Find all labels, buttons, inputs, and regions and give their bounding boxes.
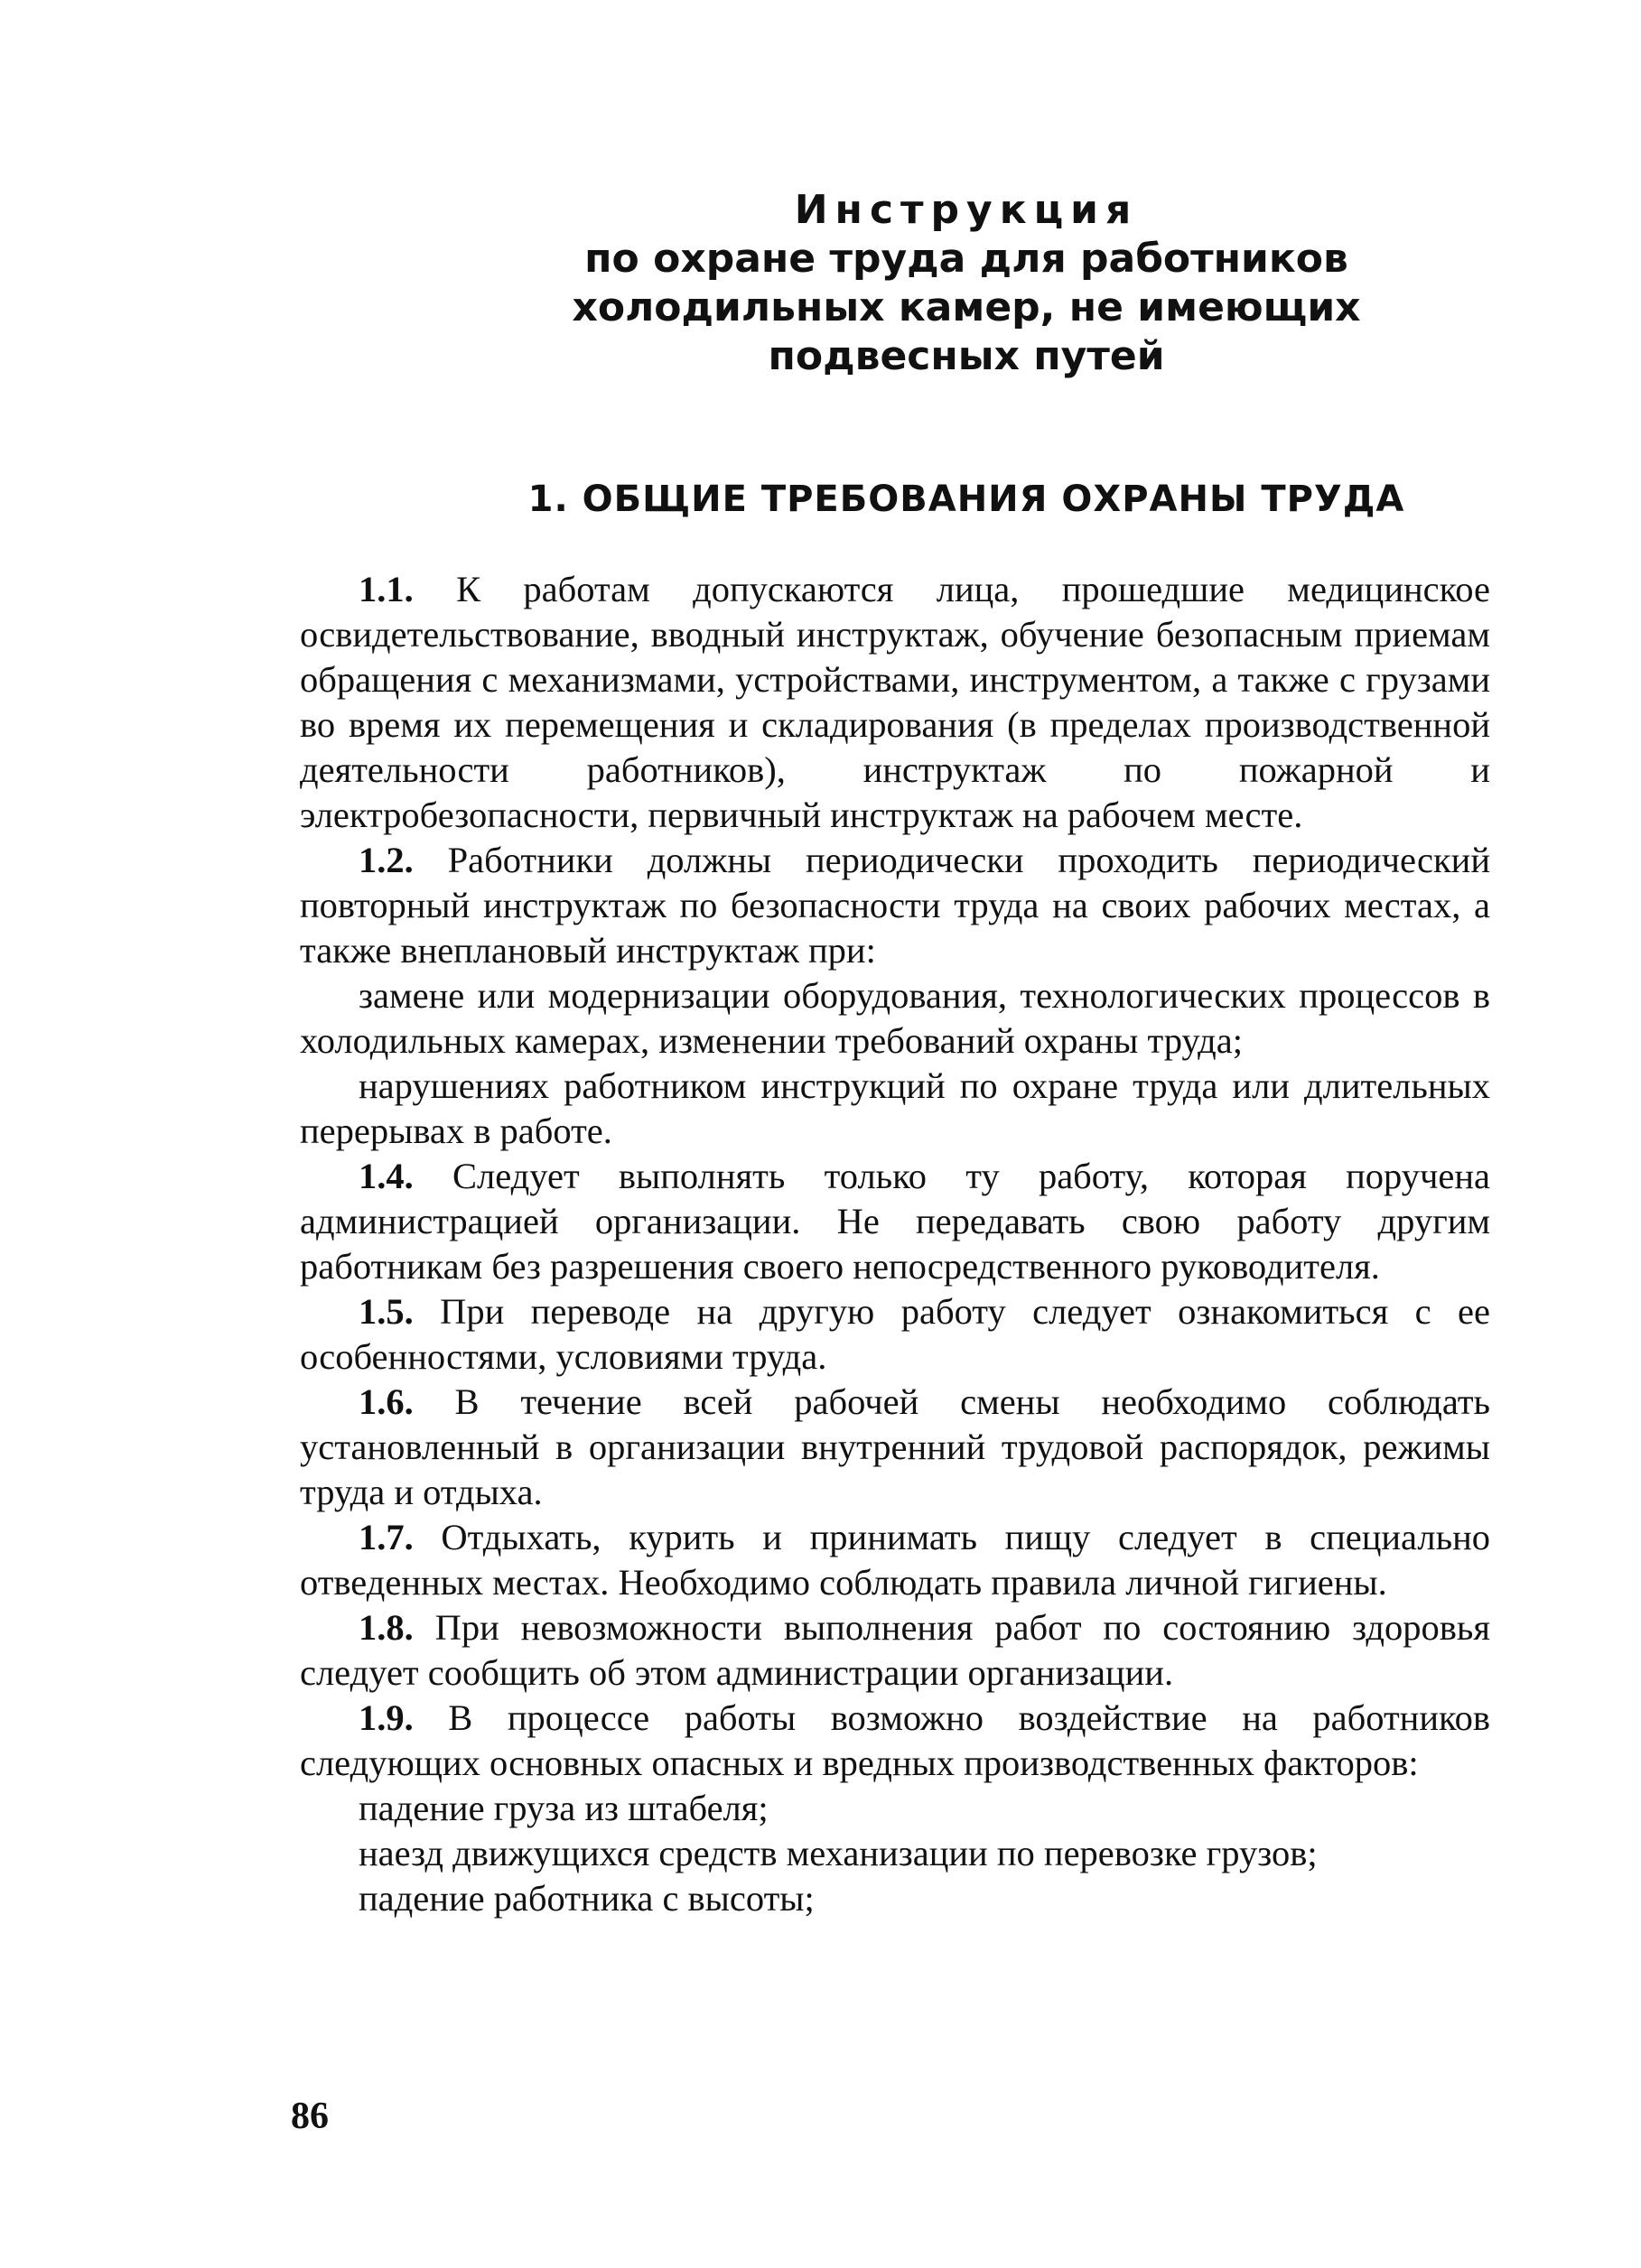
paragraph-text: В процессе работы возможно воздействие на работников следующих основных опасных и вредных производственных факторов: — [300, 1697, 1490, 1783]
paragraph-text: В течение всей рабочей смены необходимо соблюдать установленный в организации внутренний трудовой распорядок, режимы труда и отдыха. — [300, 1381, 1490, 1512]
paragraph-number: 1.9. — [359, 1697, 414, 1738]
paragraph — [300, 1154, 1490, 1289]
paragraph — [300, 1696, 1490, 1786]
section-heading: 1. ОБЩИЕ ТРЕБОВАНИЯ ОХРАНЫ ТРУДА — [527, 479, 1405, 520]
page-number: 86 — [291, 2096, 329, 2137]
paragraph-number: 1.2. — [359, 840, 414, 880]
title-line: Инструкция — [794, 187, 1139, 233]
list-item — [300, 973, 1490, 1064]
paragraph-number: 1.5. — [359, 1291, 414, 1332]
paragraph — [300, 838, 1490, 973]
title-line: по охране труда для работников — [584, 236, 1348, 282]
paragraph-number: 1.1. — [359, 569, 414, 609]
paragraph-text: нарушениях работником инструкций по охране труда или длительных перерывах в работе. — [300, 1065, 1490, 1151]
paragraph-number: 1.7. — [359, 1517, 414, 1557]
paragraph-text: замене или модернизации оборудования, технологических процессов в холодильных камерах, изменении требований охраны труда; — [300, 975, 1490, 1061]
paragraph-text: К работам допускаются лица, прошедшие медицинское освидетельствование, вводный инструктаж, обучение безопасным приемам обращения с механизмами, устройствами, инструментом, а также с грузами во время их перемещения и складирования (в пределах производственной деятельности работников), инструктаж по пожарной и электробезопасности, первичный инструктаж на рабочем месте. — [300, 569, 1490, 835]
paragraph — [300, 1605, 1490, 1696]
paragraph — [300, 567, 1490, 838]
paragraph-text: падение груза из штабеля; — [359, 1788, 769, 1828]
paragraph-text: При невозможности выполнения работ по состоянию здоровья следует сообщить об этом администрации организации. — [300, 1607, 1490, 1693]
document-body — [300, 567, 1490, 1921]
paragraph-text: наезд движущихся средств механизации по перевозке грузов; — [359, 1833, 1318, 1873]
paragraph-text: Отдыхать, курить и принимать пищу следует в специально отведенных местах. Необходимо соблюдать правила личной гигиены. — [300, 1517, 1490, 1603]
title-line: холодильных камер, не имеющих — [572, 284, 1361, 330]
title-line: подвесных путей — [768, 333, 1165, 379]
paragraph — [300, 1380, 1490, 1515]
document-title — [470, 186, 1463, 381]
paragraph-text: При переводе на другую работу следует ознакомиться с ее особенностями, условиями труда. — [300, 1291, 1490, 1377]
paragraph-number: 1.4. — [359, 1156, 414, 1196]
paragraph — [300, 1515, 1490, 1605]
list-item — [300, 1831, 1490, 1876]
paragraph-number: 1.6. — [359, 1381, 414, 1422]
paragraph-text: Следует выполнять только ту работу, которая поручена администрацией организации. Не передавать свою работу другим работникам без разрешения своего непосредственного руководителя. — [300, 1156, 1490, 1287]
list-item — [300, 1064, 1490, 1154]
paragraph-text: Работники должны периодически проходить периодический повторный инструктаж по безопасности труда на своих рабочих местах, а также внеплановый инструктаж при: — [300, 840, 1490, 971]
paragraph-text: падение работника с высоты; — [359, 1878, 815, 1919]
paragraph-number: 1.8. — [359, 1607, 414, 1648]
list-item — [300, 1786, 1490, 1831]
list-item — [300, 1876, 1490, 1921]
paragraph — [300, 1289, 1490, 1380]
